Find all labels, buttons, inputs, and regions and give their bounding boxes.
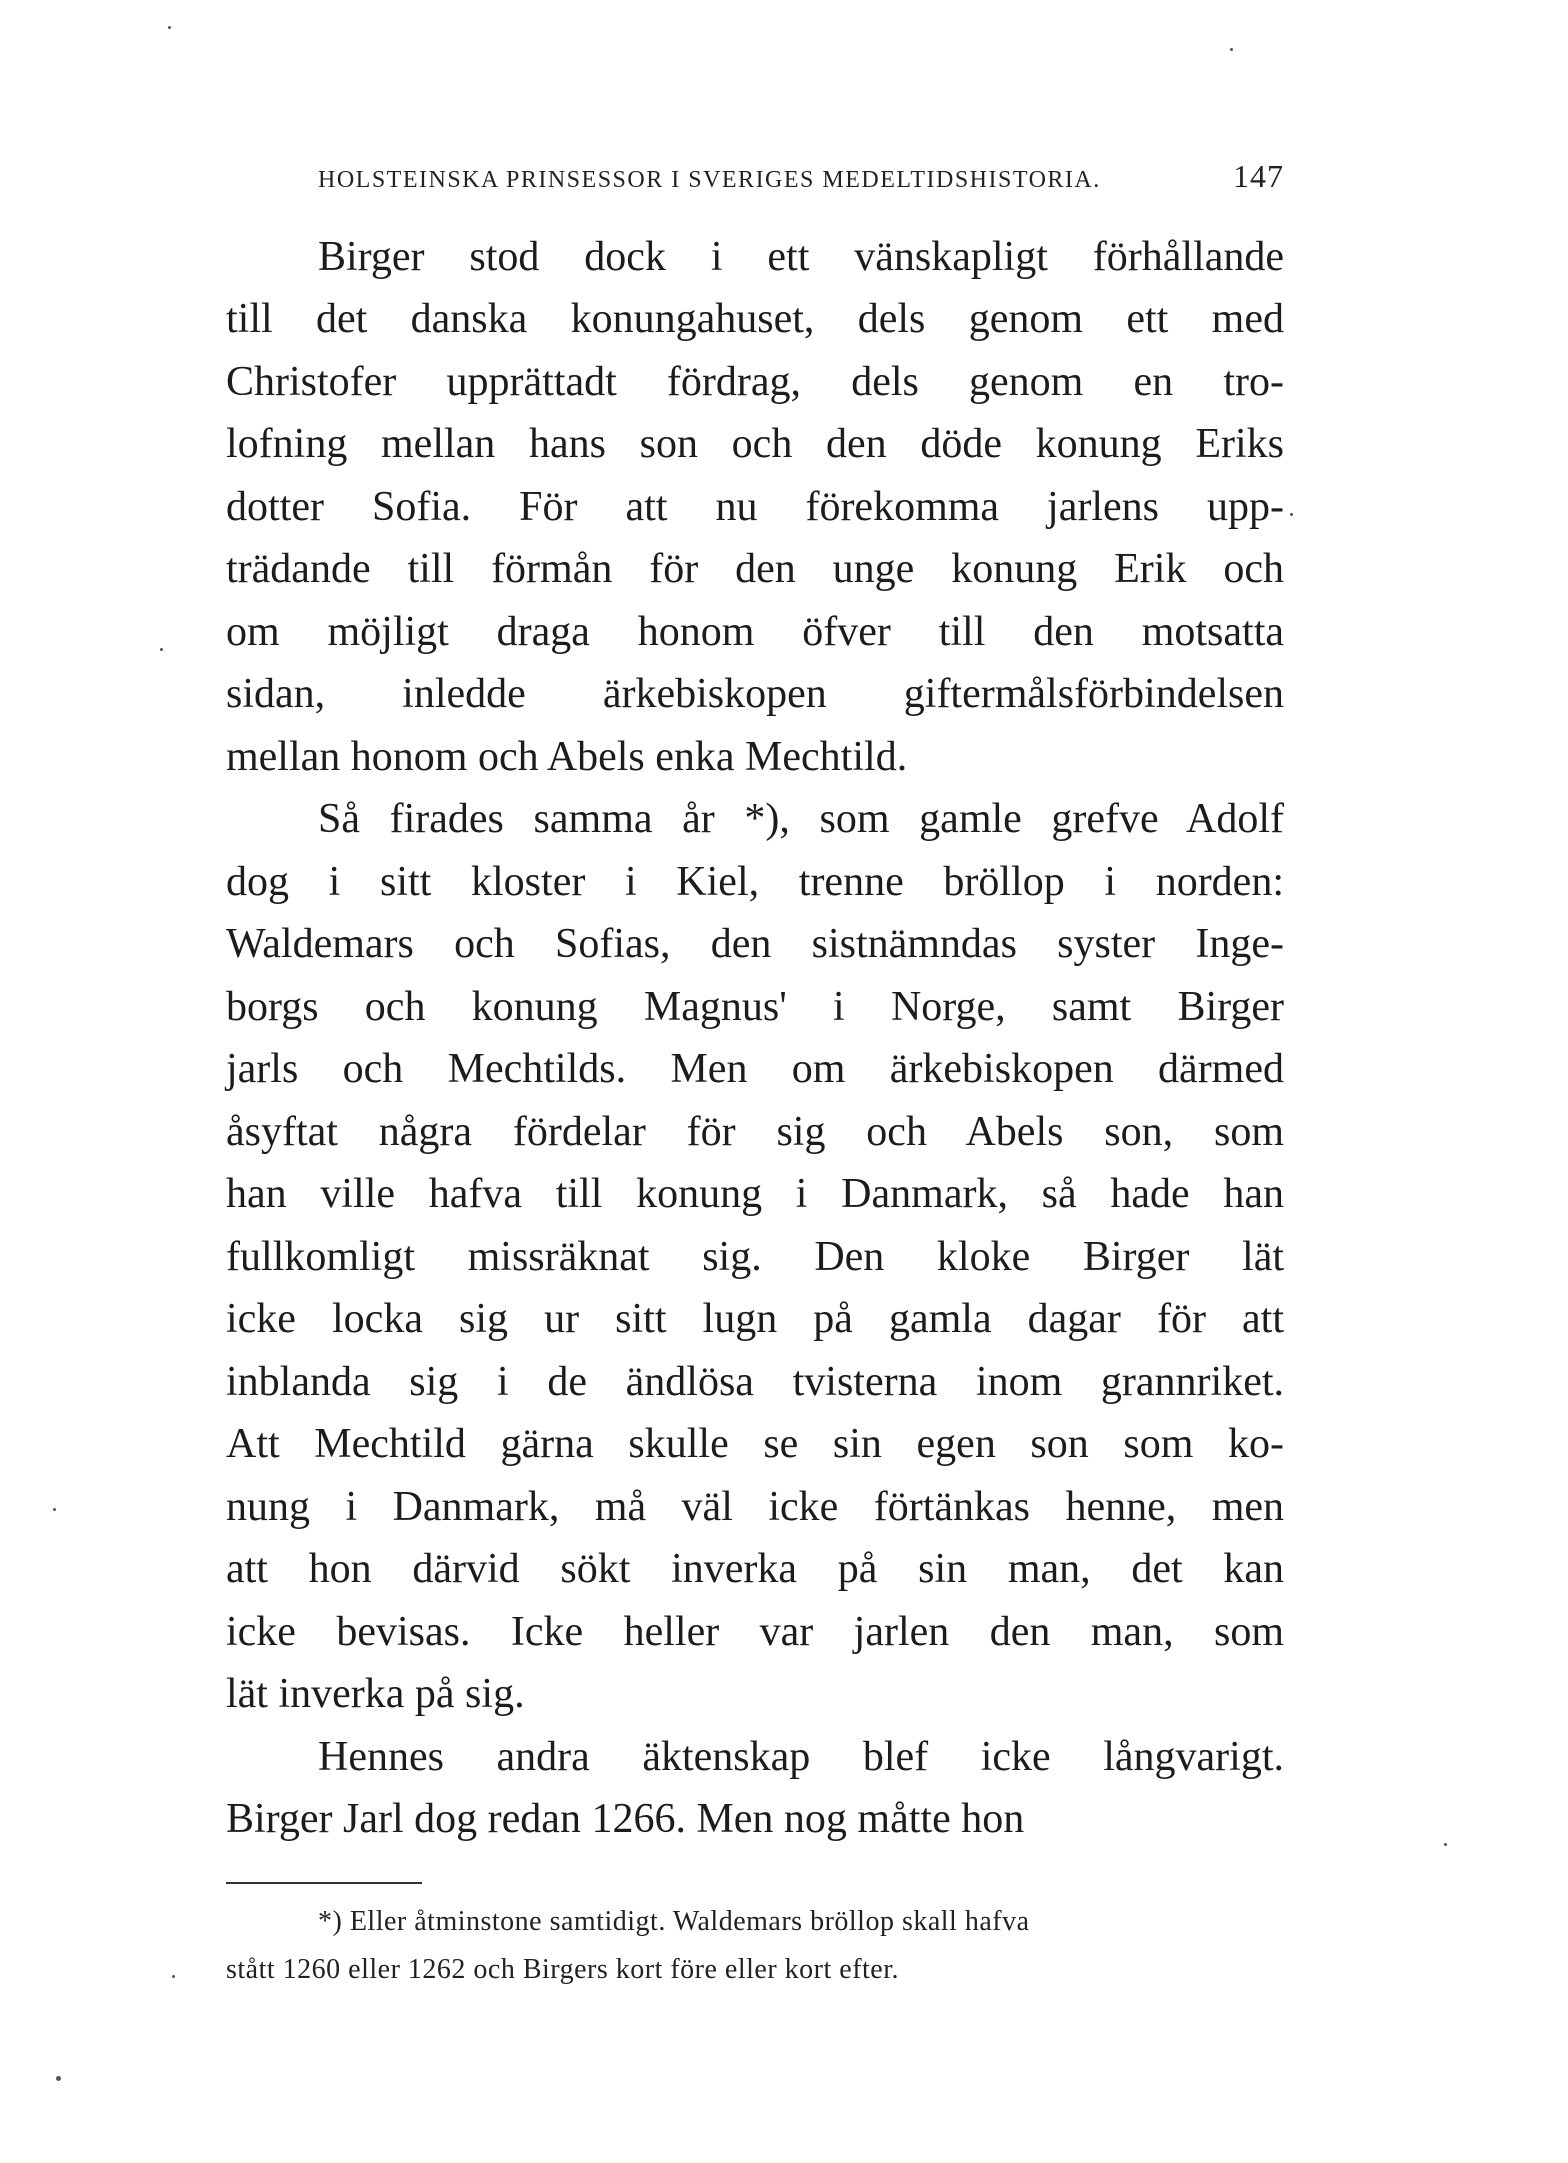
paper-speck [53, 1508, 56, 1511]
body-line: till det danska konungahuset, dels genom ett med [226, 296, 1284, 342]
body-line: dog i sitt kloster i Kiel, trenne bröllop i norden: [226, 859, 1284, 905]
body-line: mellan honom och Abels enka Mechtild. [226, 734, 908, 780]
running-head [318, 158, 1284, 195]
body-line: lät inverka på sig. [226, 1671, 525, 1717]
paper-speck [1444, 1843, 1447, 1846]
body-line: om möjligt draga honom öfver till den motsatta [226, 609, 1284, 655]
footnote-rule [226, 1882, 422, 1884]
body-line: Att Mechtild gärna skulle se sin egen son som ko- [226, 1421, 1284, 1467]
body-line: Så firades samma år *), som gamle grefve Adolf [318, 796, 1284, 842]
page-number: 147 [1233, 158, 1284, 194]
paper-speck [1230, 48, 1233, 51]
body-line: Hennes andra äktenskap blef icke långvarigt. [318, 1734, 1284, 1780]
body-line: jarls och Mechtilds. Men om ärkebiskopen därmed [226, 1046, 1284, 1092]
body-line: Birger stod dock i ett vänskapligt förhållande [318, 234, 1284, 280]
body-line: nung i Danmark, må väl icke förtänkas henne, men [226, 1484, 1284, 1530]
paper-speck [160, 648, 163, 651]
body-line: Birger Jarl dog redan 1266. Men nog måtte hon [226, 1796, 1025, 1842]
footnote-line: *) Eller åtminstone samtidigt. Waldemars bröllop skall hafva [318, 1906, 1030, 1937]
body-line: han ville hafva till konung i Danmark, så hade han [226, 1171, 1284, 1217]
footnote-line: stått 1260 eller 1262 och Birgers kort före eller kort efter. [226, 1954, 900, 1985]
body-line: Christofer upprättadt fördrag, dels genom en tro- [226, 359, 1284, 405]
body-line: Waldemars och Sofias, den sistnämndas syster Inge- [226, 921, 1284, 967]
paper-speck [1290, 513, 1293, 516]
body-line: sidan, inledde ärkebiskopen giftermålsförbindelsen [226, 671, 1284, 717]
body-line: lofning mellan hans son och den döde konung Eriks [226, 421, 1284, 467]
paper-speck [168, 26, 171, 29]
body-line: borgs och konung Magnus' i Norge, samt Birger [226, 984, 1284, 1030]
body-line: trädande till förmån för den unge konung Erik och [226, 546, 1284, 592]
body-line: åsyftat några fördelar för sig och Abels son, som [226, 1109, 1284, 1155]
body-line: icke bevisas. Icke heller var jarlen den man, som [226, 1609, 1284, 1655]
body-line: icke locka sig ur sitt lugn på gamla dagar för att [226, 1296, 1284, 1342]
running-title: HOLSTEINSKA PRINSESSOR I SVERIGES MEDELTIDSHISTORIA. [318, 167, 1101, 193]
paper-speck [56, 2076, 61, 2081]
body-line: inblanda sig i de ändlösa tvisterna inom grannriket. [226, 1359, 1284, 1405]
body-line: att hon därvid sökt inverka på sin man, det kan [226, 1546, 1284, 1592]
body-line: dotter Sofia. För att nu förekomma jarlens upp- [226, 484, 1284, 530]
body-line: fullkomligt missräknat sig. Den kloke Birger lät [226, 1234, 1284, 1280]
paper-speck [172, 1975, 175, 1978]
